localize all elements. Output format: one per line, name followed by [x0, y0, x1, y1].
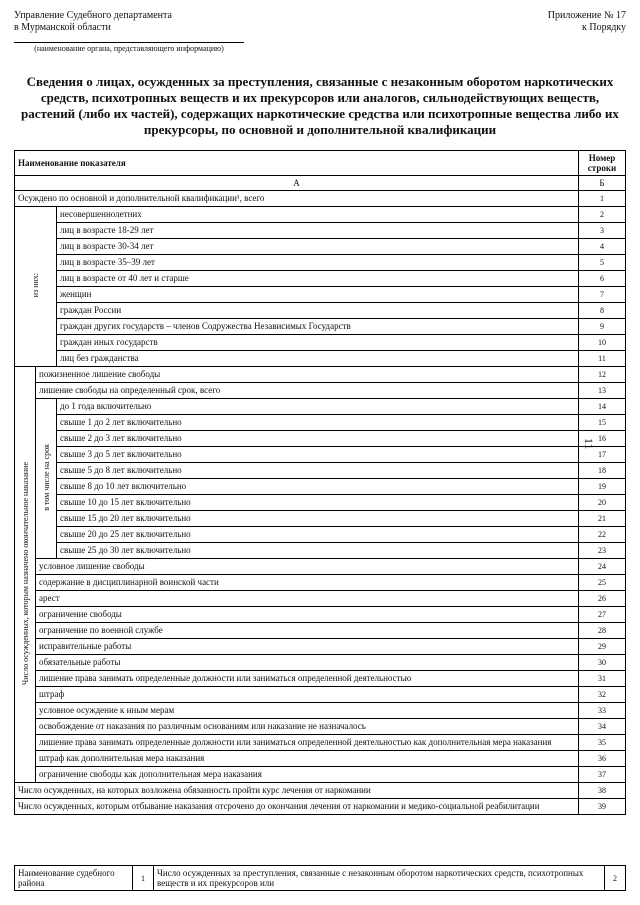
table-row	[15, 527, 626, 543]
row-label: условное осуждение к иным мерам	[36, 703, 579, 719]
row-number: 15	[579, 415, 626, 431]
group-vtom-label: в том числе на срок	[41, 444, 51, 511]
row-number: 13	[579, 383, 626, 399]
row-number: 10	[579, 335, 626, 351]
header-col-b: Б	[579, 176, 626, 191]
row-number: 34	[579, 719, 626, 735]
table-row	[15, 479, 626, 495]
table-row	[15, 367, 626, 383]
row-label: несовершеннолетних	[57, 207, 579, 223]
table-row	[15, 303, 626, 319]
table-row	[15, 703, 626, 719]
table-row	[15, 399, 626, 415]
table-row	[15, 559, 626, 575]
columns-legend	[14, 865, 626, 891]
row-number: 23	[579, 543, 626, 559]
column-1-num: 1	[133, 866, 154, 891]
table-row	[15, 319, 626, 335]
row-number: 12	[579, 367, 626, 383]
row-label: свыше 20 до 25 лет включительно	[57, 527, 579, 543]
row-number: 22	[579, 527, 626, 543]
table-row	[15, 383, 626, 399]
row-label: свыше 3 до 5 лет включительно	[57, 447, 579, 463]
row-number: 7	[579, 287, 626, 303]
row-number: 3	[579, 223, 626, 239]
indicators-table	[14, 150, 626, 815]
table-row	[15, 255, 626, 271]
row-label: освобождение от наказания по различным основаниям или наказание не назначалось	[36, 719, 579, 735]
row-number: 18	[579, 463, 626, 479]
row-label: лиц без гражданства	[57, 351, 579, 367]
row-number: 2	[579, 207, 626, 223]
row-number: 11	[579, 351, 626, 367]
table-row	[15, 495, 626, 511]
row-number: 21	[579, 511, 626, 527]
table-row	[15, 351, 626, 367]
row-number: 1	[579, 191, 626, 207]
row-label: обязательные работы	[36, 655, 579, 671]
row-number: 37	[579, 767, 626, 783]
row-number: 39	[579, 799, 626, 815]
row-label: граждан России	[57, 303, 579, 319]
row-label: граждан других государств – членов Содружества Независимых Государств	[57, 319, 579, 335]
document-title: Сведения о лицах, осужденных за преступления, связанные с незаконным оборотом наркотических средств, психотропных веществ и их прекурсоров или аналогов, сильнодействующих веществ, растений (либо их частей), содержащих наркотические средства или психотропные вещества либо их прекурсоры, по основной и дополнительной квалификации	[21, 74, 619, 137]
row-number: 19	[579, 479, 626, 495]
column-2-num: 2	[605, 866, 626, 891]
row-label: свыше 1 до 2 лет включительно	[57, 415, 579, 431]
row-label: пожизненное лишение свободы	[36, 367, 579, 383]
org-hint: (наименование органа, представляющего информацию)	[34, 44, 224, 53]
row-label: лиц в возрасте 30-34 лет	[57, 239, 579, 255]
table-row	[15, 207, 626, 223]
annex-line-1: Приложение № 17	[547, 10, 626, 21]
row-label: исправительные работы	[36, 639, 579, 655]
row-label: Число осужденных, которым отбывание наказания отсрочено до окончания лечения от наркомании и медико-социальной реабилитации	[15, 799, 579, 815]
row-number: 26	[579, 591, 626, 607]
table-row	[15, 783, 626, 799]
row-label: свыше 2 до 3 лет включительно	[57, 431, 579, 447]
table-row	[15, 271, 626, 287]
row-label: содержание в дисциплинарной воинской части	[36, 575, 579, 591]
row-label: до 1 года включительно	[57, 399, 579, 415]
row-label: лиц в возрасте от 40 лет и старше	[57, 271, 579, 287]
row-number: 33	[579, 703, 626, 719]
row-label: лиц в возрасте 35–39 лет	[57, 255, 579, 271]
row-label: лишение права занимать определенные должности или заниматься определенной деятельностью как дополнительная мера наказания	[36, 735, 579, 751]
row-number: 9	[579, 319, 626, 335]
row-number: 16	[579, 431, 626, 447]
page-number: 11	[582, 438, 596, 450]
row-number: 25	[579, 575, 626, 591]
row-label: свыше 8 до 10 лет включительно	[57, 479, 579, 495]
table-row	[15, 335, 626, 351]
group-vtom	[36, 399, 57, 559]
org-line-2: в Мурманской области	[14, 22, 111, 33]
row-number: 31	[579, 671, 626, 687]
row-number: 29	[579, 639, 626, 655]
row-number: 27	[579, 607, 626, 623]
table-row	[15, 431, 626, 447]
table-header-letters	[15, 176, 626, 191]
row-number: 20	[579, 495, 626, 511]
row-label: свыше 15 до 20 лет включительно	[57, 511, 579, 527]
table-row	[15, 447, 626, 463]
row-number: 35	[579, 735, 626, 751]
row-number: 17	[579, 447, 626, 463]
table-row	[15, 543, 626, 559]
columns-table	[14, 865, 626, 891]
row-label: Осуждено по основной и дополнительной квалификации¹, всего	[15, 191, 579, 207]
row-label: лишение свободы на определенный срок, всего	[36, 383, 579, 399]
row-number: 4	[579, 239, 626, 255]
org-line-1: Управление Судебного департамента	[14, 10, 172, 21]
table-body	[15, 191, 626, 815]
row-number: 6	[579, 271, 626, 287]
row-number: 14	[579, 399, 626, 415]
table-row	[15, 767, 626, 783]
annex-block	[548, 10, 626, 34]
row-label: граждан иных государств	[57, 335, 579, 351]
table-row	[15, 463, 626, 479]
table-row	[15, 799, 626, 815]
table-row	[15, 655, 626, 671]
group-iz-nih-label: из них:	[31, 273, 40, 298]
table-row	[15, 719, 626, 735]
row-label: арест	[36, 591, 579, 607]
table-row	[15, 591, 626, 607]
group-naznacheno-label: Число осужденных, которым назначено окончательное наказание	[20, 462, 30, 685]
table-row	[15, 415, 626, 431]
row-number: 30	[579, 655, 626, 671]
column-2-label: Число осужденных за преступления, связанные с незаконным оборотом наркотических средств, психотропных веществ и их прекурсоров или	[154, 866, 605, 891]
table-row	[15, 687, 626, 703]
table-row	[15, 623, 626, 639]
row-number: 8	[579, 303, 626, 319]
header-row-number: Номер строки	[579, 151, 626, 176]
table-row	[15, 639, 626, 655]
header-col-a: А	[15, 176, 579, 191]
row-label: Число осужденных, на которых возложена обязанность пройти курс лечения от наркомании	[15, 783, 579, 799]
annex-line-2: к Порядку	[582, 22, 626, 33]
group-iz-nih	[15, 207, 57, 367]
column-1-label: Наименование судебного района	[15, 866, 133, 891]
table-row	[15, 735, 626, 751]
row-label: ограничение свободы как дополнительная мера наказания	[36, 767, 579, 783]
row-label: свыше 25 до 30 лет включительно	[57, 543, 579, 559]
column-row	[15, 866, 626, 891]
row-number: 28	[579, 623, 626, 639]
row-label: свыше 5 до 8 лет включительно	[57, 463, 579, 479]
table-row	[15, 671, 626, 687]
table-row	[15, 751, 626, 767]
table-header-row	[15, 151, 626, 176]
table-row	[15, 511, 626, 527]
row-label: лишение права занимать определенные должности или заниматься определенной деятельностью	[36, 671, 579, 687]
table-row	[15, 287, 626, 303]
table-row	[15, 607, 626, 623]
row-label: ограничение по военной службе	[36, 623, 579, 639]
row-label: лиц в возрасте 18-29 лет	[57, 223, 579, 239]
row-label: свыше 10 до 15 лет включительно	[57, 495, 579, 511]
row-label: условное лишение свободы	[36, 559, 579, 575]
group-naznacheno	[15, 367, 36, 783]
row-label: женщин	[57, 287, 579, 303]
table-row	[15, 239, 626, 255]
row-number: 32	[579, 687, 626, 703]
header-indicator: Наименование показателя	[15, 151, 579, 176]
row-number: 36	[579, 751, 626, 767]
row-label: штраф как дополнительная мера наказания	[36, 751, 579, 767]
table-row	[15, 575, 626, 591]
table-row	[15, 191, 626, 207]
row-number: 5	[579, 255, 626, 271]
row-label: штраф	[36, 687, 579, 703]
row-number: 38	[579, 783, 626, 799]
row-label: ограничение свободы	[36, 607, 579, 623]
table-row	[15, 223, 626, 239]
organization-block	[14, 10, 244, 55]
row-number: 24	[579, 559, 626, 575]
